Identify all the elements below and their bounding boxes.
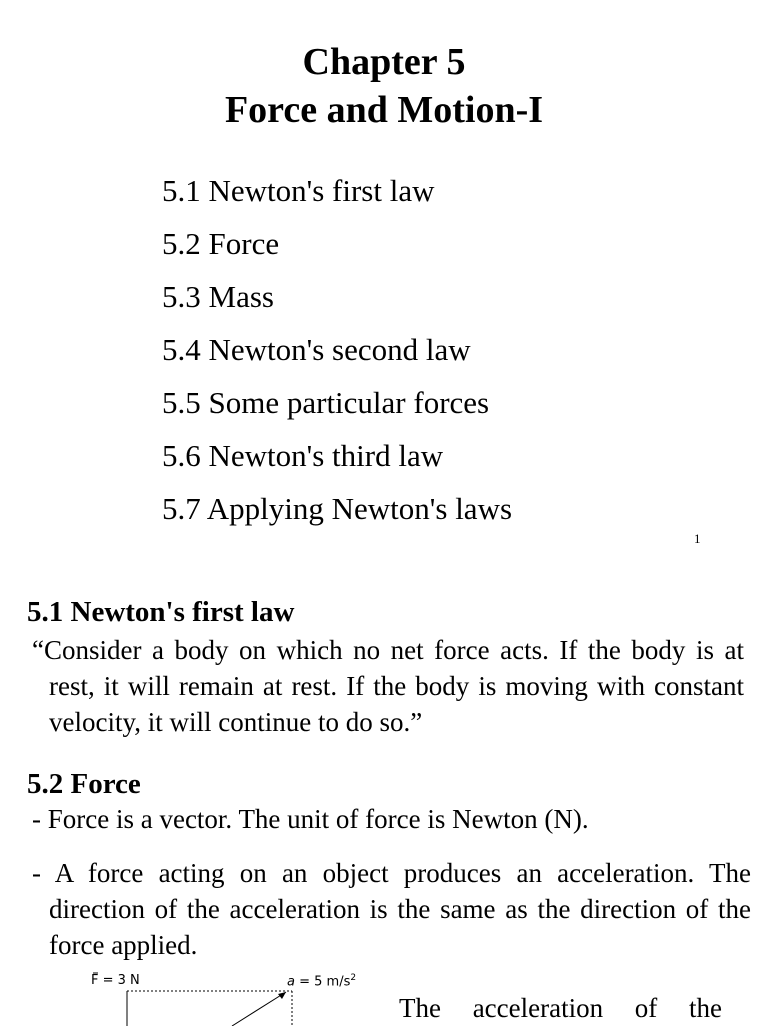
first-law-quote: “Consider a body on which no net force acts. If the body is at rest, it will remain at rest. If the body is moving with constant velocity, it will continue to do so.” xyxy=(32,635,744,737)
force-acceleration-figure xyxy=(80,966,380,1026)
toc-item: 5.5 Some particular forces xyxy=(162,385,490,420)
toc-item: 5.4 Newton's second law xyxy=(162,332,471,367)
section-heading-force: 5.2 Force xyxy=(27,768,141,800)
diagonal-vector-line xyxy=(232,992,286,1026)
slide-title xyxy=(0,38,768,134)
acceleration-value: = 5 m/s xyxy=(299,974,351,990)
acceleration-label xyxy=(287,973,356,989)
page-number: 1 xyxy=(694,531,701,546)
acceleration-exponent: 2 xyxy=(350,973,357,983)
force-bullet-vector: - Force is a vector. The unit of force is Newton (N). xyxy=(32,804,589,834)
toc-item: 5.1 Newton's first law xyxy=(162,173,435,208)
force-bullet-acceleration: - A force acting on an object produces an acceleration. The direction of the acceleration is the same as the direction of the force applied. xyxy=(32,858,751,960)
acceleration-paragraph-start: The acceleration of the xyxy=(399,993,722,1023)
acceleration-symbol: a xyxy=(287,974,295,990)
table-of-contents xyxy=(162,164,512,535)
toc-item: 5.7 Applying Newton's laws xyxy=(162,491,513,526)
force-label xyxy=(91,973,140,988)
force-value: = 3 N xyxy=(102,973,140,988)
toc-item: 5.2 Force xyxy=(162,226,280,261)
chapter-title: Force and Motion-I xyxy=(224,89,544,131)
force-symbol: F xyxy=(91,973,99,988)
toc-item: 5.3 Mass xyxy=(162,279,274,314)
chapter-label: Chapter 5 xyxy=(302,41,466,83)
arrow-head-icon xyxy=(278,992,286,999)
toc-item: 5.6 Newton's third law xyxy=(162,438,444,473)
section-heading-newtons-first-law: 5.1 Newton's first law xyxy=(27,596,295,628)
